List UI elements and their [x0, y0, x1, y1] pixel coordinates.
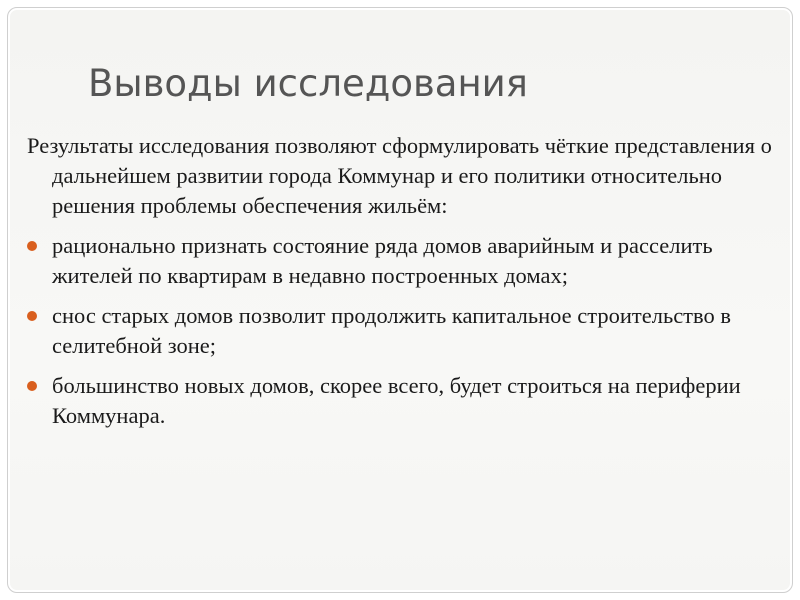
bullet-text: рационально признать состояние ряда домов аварийным и расселить жителей по квартирам в недавно построенных домах; [52, 233, 713, 288]
circle-bullet-icon [27, 241, 37, 251]
bullet-text: снос старых домов позволит продолжить капитальное строительство в селитебной зоне; [52, 303, 731, 358]
circle-bullet-icon [27, 381, 37, 391]
list-item [27, 231, 777, 291]
intro-paragraph: Результаты исследования позволяют сформулировать чёткие представления о дальнейшем развитии города Коммунар и его политики относительно решения проблемы обеспечения жильём: [27, 133, 772, 218]
list-item [27, 301, 777, 361]
list-item [27, 371, 777, 431]
slide-title: Выводы исследования [88, 62, 528, 105]
circle-bullet-icon [27, 311, 37, 321]
bullet-text: большинство новых домов, скорее всего, будет строиться на периферии Коммунара. [52, 373, 741, 428]
slide-content [27, 131, 777, 441]
bullet-list [27, 231, 777, 431]
